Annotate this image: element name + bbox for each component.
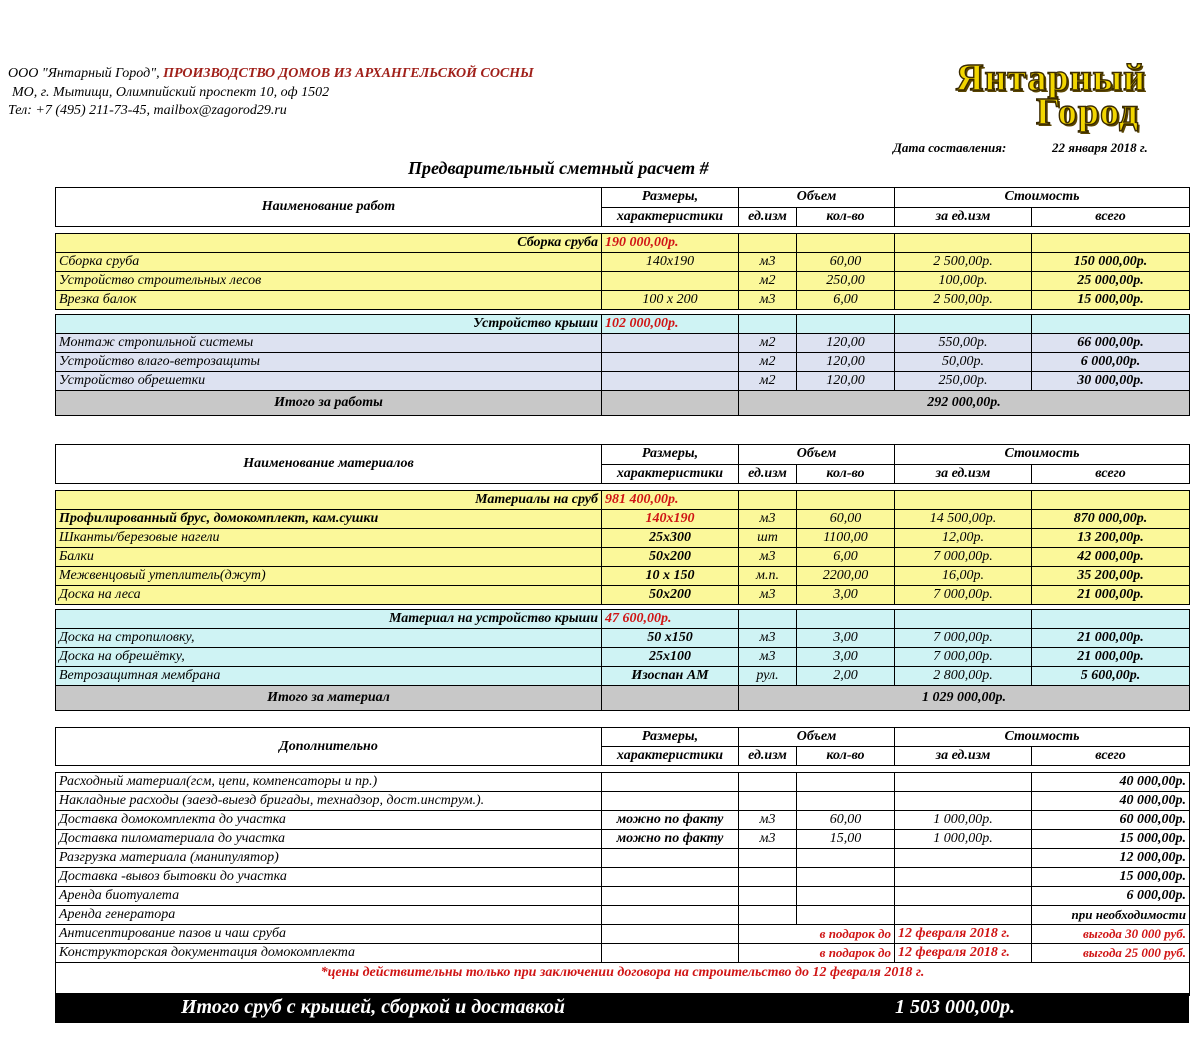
grand-total-value: 1 503 000,00р. [895, 996, 1015, 1018]
works-total-value: 292 000,00р. [739, 391, 1190, 416]
company-logo [948, 57, 1178, 140]
col-size2: характеристики [602, 207, 739, 227]
col-qty: кол-во [797, 464, 895, 484]
table-row: Доска на стропиловку, 50 х150 м3 3,00 7 000,00р. 21 000,00р. [56, 629, 1190, 648]
table-row: Доставка -вывоз бытовки до участка 15 000,00р. [56, 868, 1190, 887]
table-row: Накладные расходы (заезд-выезд бригады, технадзор, дост.инструм.). 40 000,00р. [56, 792, 1190, 811]
date-value: 22 января 2018 г. [1052, 140, 1148, 155]
col-volume: Объем [739, 728, 895, 747]
table-row: Разгрузка материала (манипулятор) 12 000,00р. [56, 849, 1190, 868]
group-name: Материал на устройство крыши [56, 610, 602, 629]
col-per-unit: за ед.изм [895, 464, 1032, 484]
gift-row: Конструкторская документация домокомплекта в подарок до 12 февраля 2018 г. выгода 25 000 руб. [56, 944, 1190, 963]
grand-total-bar [55, 993, 1189, 1023]
col-per-unit: за ед.изм [895, 207, 1032, 227]
col-total: всего [1032, 207, 1190, 227]
col-size2: характеристики [602, 747, 739, 766]
table-row: Доска на обрешётку, 25х100 м3 3,00 7 000,00р. 21 000,00р. [56, 648, 1190, 667]
table-row: Балки 50x200 м3 6,00 7 000,00р. 42 000,00р. [56, 548, 1190, 567]
table-row: Доска на леса 50x200 м3 3,00 7 000,00р. 21 000,00р. [56, 586, 1190, 605]
extra-table [55, 727, 1190, 996]
col-unit: ед.изм [739, 464, 797, 484]
col-unit: ед.изм [739, 747, 797, 766]
col-size: Размеры, [602, 445, 739, 465]
group-sum: 102 000,00р. [602, 315, 739, 334]
table-row: Доставка пиломатериала до участка можно по факту м3 15,00 1 000,00р. 15 000,00р. [56, 830, 1190, 849]
col-per-unit: за ед.изм [895, 747, 1032, 766]
company-line [8, 64, 534, 83]
materials-total-label: Итого за материал [56, 686, 602, 711]
grand-total-label: Итого сруб с крышей, сборкой и доставкой [181, 996, 565, 1018]
company-name: ООО "Янтарный Город", [8, 66, 160, 81]
date-label: Дата составления: [893, 140, 1007, 155]
works-heading: Наименование работ [56, 188, 602, 227]
table-row: Аренда генератора при необходимости [56, 906, 1190, 925]
col-cost: Стоимость [895, 728, 1190, 747]
company-tagline: ПРОИЗВОДСТВО ДОМОВ ИЗ АРХАНГЕЛЬСКОЙ СОСНЫ [163, 66, 534, 81]
col-cost: Стоимость [895, 188, 1190, 208]
document-title: Предварительный сметный расчет # [408, 158, 709, 178]
table-row: Аренда биотуалета 6 000,00р. [56, 887, 1190, 906]
logo-line2: Город [1036, 91, 1140, 133]
col-size: Размеры, [602, 728, 739, 747]
table-row: Устройство влаго-ветрозащиты м2 120,00 50,00р. 6 000,00р. [56, 353, 1190, 372]
group-sum: 190 000,00р. [602, 234, 739, 253]
table-row: Монтаж стропильной системы м2 120,00 550,00р. 66 000,00р. [56, 334, 1190, 353]
gift-row: Антисептирование пазов и чаш сруба в подарок до 12 февраля 2018 г. выгода 30 000 руб. [56, 925, 1190, 944]
table-row: Сборка сруба 140x190 м3 60,00 2 500,00р. 150 000,00р. [56, 253, 1190, 272]
group-sum: 47 600,00р. [602, 610, 739, 629]
validity-note: *цены действительны только при заключении договора на строительство до 12 февраля 2018 г. [56, 963, 1190, 996]
col-total: всего [1032, 747, 1190, 766]
group-sum: 981 400,00р. [602, 491, 739, 510]
table-row: Межвенцовый утеплитель(джут) 10 х 150 м.п. 2200,00 16,00р. 35 200,00р. [56, 567, 1190, 586]
table-row: Профилированный брус, домокомплект, кам.сушки 140x190 м3 60,00 14 500,00р. 870 000,00р. [56, 510, 1190, 529]
extra-heading: Дополнительно [56, 728, 602, 766]
group-name: Сборка сруба [56, 234, 602, 253]
logo-line1: Янтарный [956, 57, 1147, 99]
group-name: Материалы на сруб [56, 491, 602, 510]
table-row: Ветрозащитная мембрана Изоспан АМ рул. 2,00 2 800,00р. 5 600,00р. [56, 667, 1190, 686]
table-row: Устройство обрешетки м2 120,00 250,00р. 30 000,00р. [56, 372, 1190, 391]
col-unit: ед.изм [739, 207, 797, 227]
col-size2: характеристики [602, 464, 739, 484]
col-cost: Стоимость [895, 445, 1190, 465]
works-table [55, 187, 1190, 416]
table-row: Шканты/березовые нагели 25x300 шт 1100,00 12,00р. 13 200,00р. [56, 529, 1190, 548]
materials-table [55, 444, 1190, 711]
table-row: Врезка балок 100 х 200 м3 6,00 2 500,00р. 15 000,00р. [56, 291, 1190, 310]
col-qty: кол-во [797, 207, 895, 227]
table-row: Доставка домокомплекта до участка можно по факту м3 60,00 1 000,00р. 60 000,00р. [56, 811, 1190, 830]
col-volume: Объем [739, 445, 895, 465]
materials-total-value: 1 029 000,00р. [739, 686, 1190, 711]
col-qty: кол-во [797, 747, 895, 766]
group-name: Устройство крыши [56, 315, 602, 334]
works-total-label: Итого за работы [56, 391, 602, 416]
table-row: Устройство строительных лесов м2 250,00 100,00р. 25 000,00р. [56, 272, 1190, 291]
company-contacts: Тел: +7 (495) 211-73-45, mailbox@zagorod29.ru [8, 103, 287, 118]
company-address: МО, г. Мытищи, Олимпийский проспект 10, оф 1502 [12, 85, 330, 100]
table-row: Расходный материал(гсм, цепи, компенсаторы и пр.) 40 000,00р. [56, 773, 1190, 792]
materials-heading: Наименование материалов [56, 445, 602, 484]
col-size: Размеры, [602, 188, 739, 208]
col-total: всего [1032, 464, 1190, 484]
col-volume: Объем [739, 188, 895, 208]
